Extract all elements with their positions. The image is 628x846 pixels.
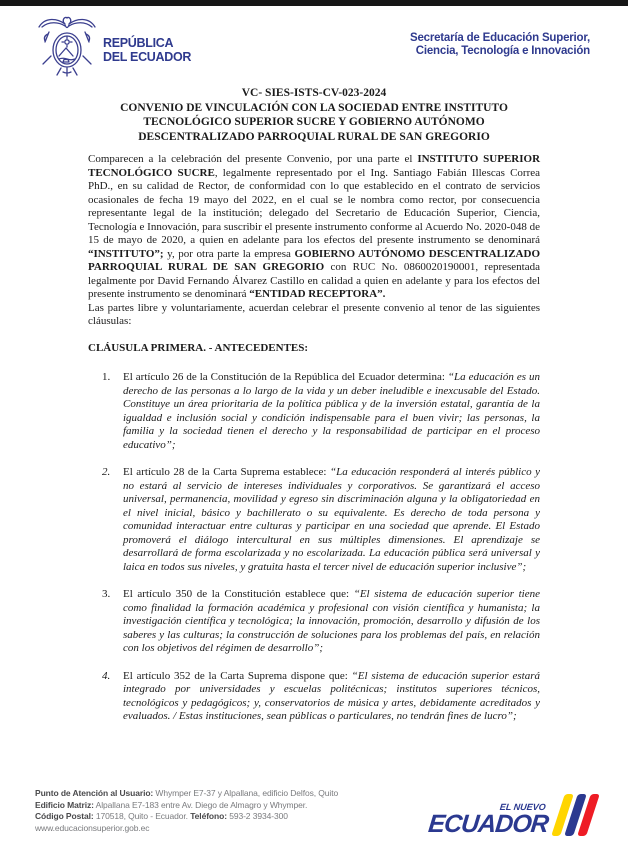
document-title	[88, 101, 540, 145]
secretariat-line1: Secretaría de Educación Superior,	[409, 32, 590, 44]
logo-ecuador-text: ECUADOR	[426, 810, 549, 838]
title-line-1: CONVENIO DE VINCULACIÓN CON LA SOCIEDAD ENTRE INSTITUTO	[120, 101, 508, 114]
footer-line-building: Edificio Matriz: Alpallana E7-183 entre Av. Diego de Almagro y Whymper.	[35, 799, 308, 810]
list-item-number: 3.	[102, 588, 111, 600]
flag-stripes-icon	[554, 794, 593, 836]
footer-website: www.educacionsuperior.gob.ec	[35, 822, 150, 833]
list-item-text: El artículo 350 de la Constitución establece que: “El sistema de educación superior tiene como finalidad la formación académica y profesional con visión científica y humanista; la investigación científica y tecnológica; la innovación, promoción, desarrollo y difusión de los saberes y las culturas; la construcción de soluciones para los problemas del país, en relación con los objetivos del régimen de desarrollo”;	[123, 588, 540, 654]
paragraph-acuerdo: Las partes libre y voluntariamente, acuerdan celebrar el presente convenio al tenor de las siguientes cláusulas:	[88, 301, 540, 327]
el-nuevo-ecuador-logo	[426, 794, 593, 838]
secretariat-title	[410, 32, 590, 58]
footer-line-attention: Punto de Atención al Usuario: Whymper E7-37 y Alpallana, edificio Delfos, Quito	[35, 788, 339, 798]
brand-line1: REPÚBLICA	[103, 36, 174, 50]
title-line-2: TECNOLÓGICO SUPERIOR SUCRE Y GOBIERNO AUTÓNOMO	[143, 116, 485, 128]
list-item	[88, 670, 540, 724]
list-item	[88, 371, 540, 452]
document-code: VC- SIES-ISTS-CV-023-2024	[241, 87, 387, 99]
document-content	[88, 86, 540, 738]
title-line-3: DESCENTRALIZADO PARROQUIAL RURAL DE SAN GREGORIO	[138, 130, 490, 143]
list-item-text: El artículo 28 de la Carta Suprema establece: “La educación responderá al interés público y no estará al servicio de intereses individuales y corporativos. Se garantizará el acceso universal, permanencia, movilidad y egreso sin discriminación alguna y la obligatoriedad en el nivel inicial, básico y bachillerato o su equivalente. Es derecho de toda persona y comunidad interactuar entre culturas y participar en una sociedad que aprende. El Estado promoverá el diálogo intercultural en sus múltiples dimensiones. El aprendizaje se desarrollará de forma escolarizada y no escolarizada. La educación pública será universal y laica en todos sus niveles, y gratuita hasta el tercer nivel de educación superior inclusive”;	[123, 466, 540, 573]
top-border-bar	[0, 0, 628, 6]
paragraph-comparecientes: Comparecen a la celebración del presente Convenio, por una parte el INSTITUTO SUPERIOR TECNOLÓGICO SUCRE, legalmente representado por el Ing. Santiago Fabián Illescas Correa PhD., en su calidad de Rector, de conformidad con lo que establecido en el contrato de servicios ocasionales de fecha 19 mayo del 2022, en el cual se le nombra como rector, por consecuencia representante legal de la institución; delegado del Secretario de Educación Superior, Ciencia, Tecnología e Innovación, para suscribir el presente instrumento conforme al Acuerdo No. 2020-048 de 15 de mayo de 2020, a quien en adelante para los efectos del presente instrumento se denominará “INSTITUTO”; y, por otra parte la empresa GOBIERNO AUTÓNOMO DESCENTRALIZADO PARROQUIAL RURAL DE SAN GREGORIO con RUC No. 0860020190001, representada legalmente por David Fernando Álvarez Castillo en calidad a quien en adelante y para los efectos del presente instrumento se denominará “ENTIDAD RECEPTORA”.	[88, 153, 541, 300]
list-item-number: 4.	[102, 669, 111, 682]
list-item-text: El artículo 26 de la Constitución de la República del Ecuador determina: “La educación es un derecho de las personas a lo largo de la vida y un deber ineludible e inexcusable del Estado. Constituye un área prioritaria de la política pública y de la inversión estatal, garantía de la igualdad e inclusión social y condición indispensable para el buen vivir; las personas, la familia y la sociedad tienen el derecho y la responsabilidad de participar en el proceso educativo”;	[123, 371, 540, 451]
ecuador-coat-of-arms-icon	[35, 12, 99, 80]
footer-contact-info	[35, 788, 338, 834]
el-nuevo-ecuador-wordmark	[427, 803, 550, 836]
list-item-number: 1.	[102, 371, 111, 383]
list-item-number: 2.	[102, 466, 111, 478]
republic-brand	[103, 36, 191, 64]
brand-line2: DEL ECUADOR	[103, 50, 192, 64]
secretariat-line2: Ciencia, Tecnología e Innovación	[415, 45, 590, 57]
logo-el-nuevo-text: EL NUEVO	[498, 802, 546, 812]
page-header	[35, 10, 590, 80]
list-item	[88, 588, 540, 656]
antecedentes-list	[88, 371, 540, 724]
list-item	[88, 466, 540, 574]
footer-line-postal-phone: Código Postal: 170518, Quito - Ecuador. Teléfono: 593-2 3934-300	[35, 811, 288, 821]
clause-heading: CLÁUSULA PRIMERA. - ANTECEDENTES:	[88, 341, 309, 354]
list-item-text: El artículo 352 de la Carta Suprema dispone que: “El sistema de educación superior estará integrado por universidades y escuelas politécnicas; institutos superiores técnicos, tecnológicos y pedagógicos; y, conservatorios de música y artes, debidamente acreditados y evaluados. / Estas instituciones, sean públicas o particulares, no tendrán fines de lucro”;	[123, 669, 540, 722]
